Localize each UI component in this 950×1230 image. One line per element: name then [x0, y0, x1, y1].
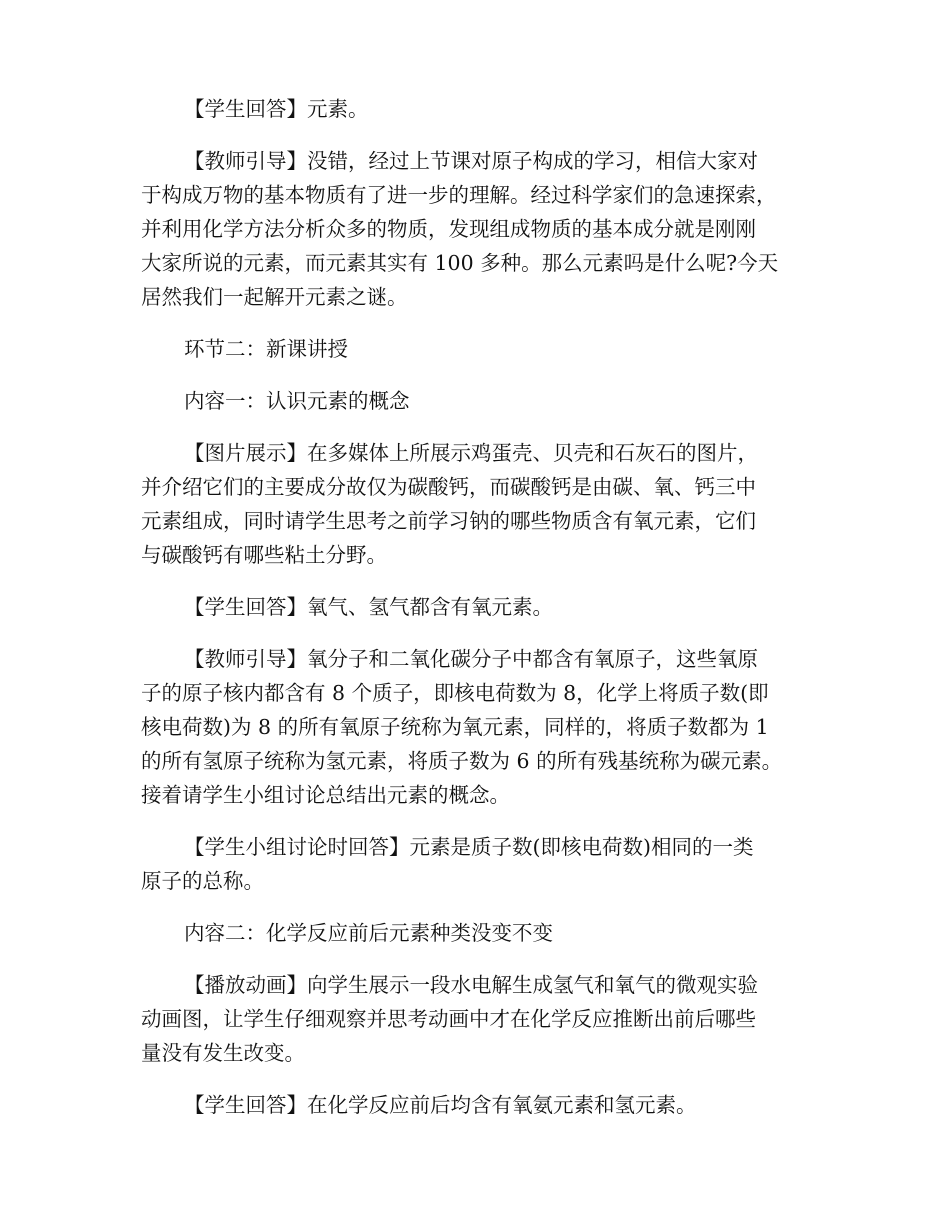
text-line: 量没有发生改变。 — [141, 1041, 305, 1065]
paragraph-play-animation — [141, 968, 831, 1070]
text-line: 的所有氢原子统称为氢元素，将质子数为 6 的所有残基统称为碳元素。 — [141, 749, 783, 773]
text-line: 【学生小组讨论时回答】元素是质子数(即核电荷数)相同的一类 — [184, 835, 754, 859]
paragraph-picture-display — [141, 436, 831, 572]
text-line: 【教师引导】没错，经过上节课对原子构成的学习，相信大家对 — [184, 149, 758, 173]
text-line: 元素组成，同时请学生思考之前学习钠的哪些物质含有氧元素，它们 — [141, 509, 756, 533]
text-line: 内容一：认识元素的概念 — [184, 389, 410, 413]
text-line: 【学生回答】在化学反应前后均含有氧氨元素和氢元素。 — [184, 1093, 697, 1117]
document-body — [141, 92, 831, 1140]
text-line: 环节二：新课讲授 — [184, 337, 348, 361]
paragraph-student-answer-2 — [141, 590, 831, 624]
text-line: 与碳酸钙有哪些粘土分野。 — [141, 543, 387, 567]
text-line: 并利用化学方法分析众多的物质，发现组成物质的基本成分就是刚刚 — [141, 217, 756, 241]
text-line: 内容二：化学反应前后元素种类没变不变 — [184, 921, 553, 945]
text-line: 【教师引导】氧分子和二氧化碳分子中都含有氧原子，这些氧原 — [184, 647, 758, 671]
paragraph-student-answer-3 — [141, 1088, 831, 1122]
text-line: 【图片展示】在多媒体上所展示鸡蛋壳、贝壳和石灰石的图片， — [184, 441, 758, 465]
section-heading-content-two — [141, 916, 831, 950]
text-line: 于构成万物的基本物质有了进一步的理解。经过科学家们的急速探索， — [141, 183, 777, 207]
paragraph-student-answer-1 — [141, 92, 831, 126]
text-line: 动画图，让学生仔细观察并思考动画中才在化学反应推断出前后哪些 — [141, 1007, 756, 1031]
section-heading-content-one — [141, 384, 831, 418]
section-heading-new-lesson — [141, 332, 831, 366]
paragraph-teacher-guide-2 — [141, 642, 831, 812]
text-line: 并介绍它们的主要成分故仅为碳酸钙，而碳酸钙是由碳、氧、钙三中 — [141, 475, 756, 499]
text-line: 子的原子核内都含有 8 个质子，即核电荷数为 8，化学上将质子数(即 — [141, 681, 769, 705]
text-line: 接着请学生小组讨论总结出元素的概念。 — [141, 783, 510, 807]
paragraph-group-discussion-answer — [141, 830, 831, 898]
text-line: 居然我们一起解开元素之谜。 — [141, 285, 408, 309]
text-line: 大家所说的元素，而元素其实有 100 多种。那么元素吗是什么呢?今天 — [141, 251, 779, 275]
paragraph-teacher-guide-1 — [141, 144, 831, 314]
text-line: 【学生回答】氧气、氢气都含有氧元素。 — [184, 595, 553, 619]
text-line: 【播放动画】向学生展示一段水电解生成氢气和氧气的微观实验 — [184, 973, 758, 997]
text-line: 【学生回答】元素。 — [184, 97, 369, 121]
text-line: 核电荷数)为 8 的所有氧原子统称为氧元素，同样的，将质子数都为 1 — [141, 715, 769, 739]
text-line: 原子的总称。 — [141, 869, 264, 893]
